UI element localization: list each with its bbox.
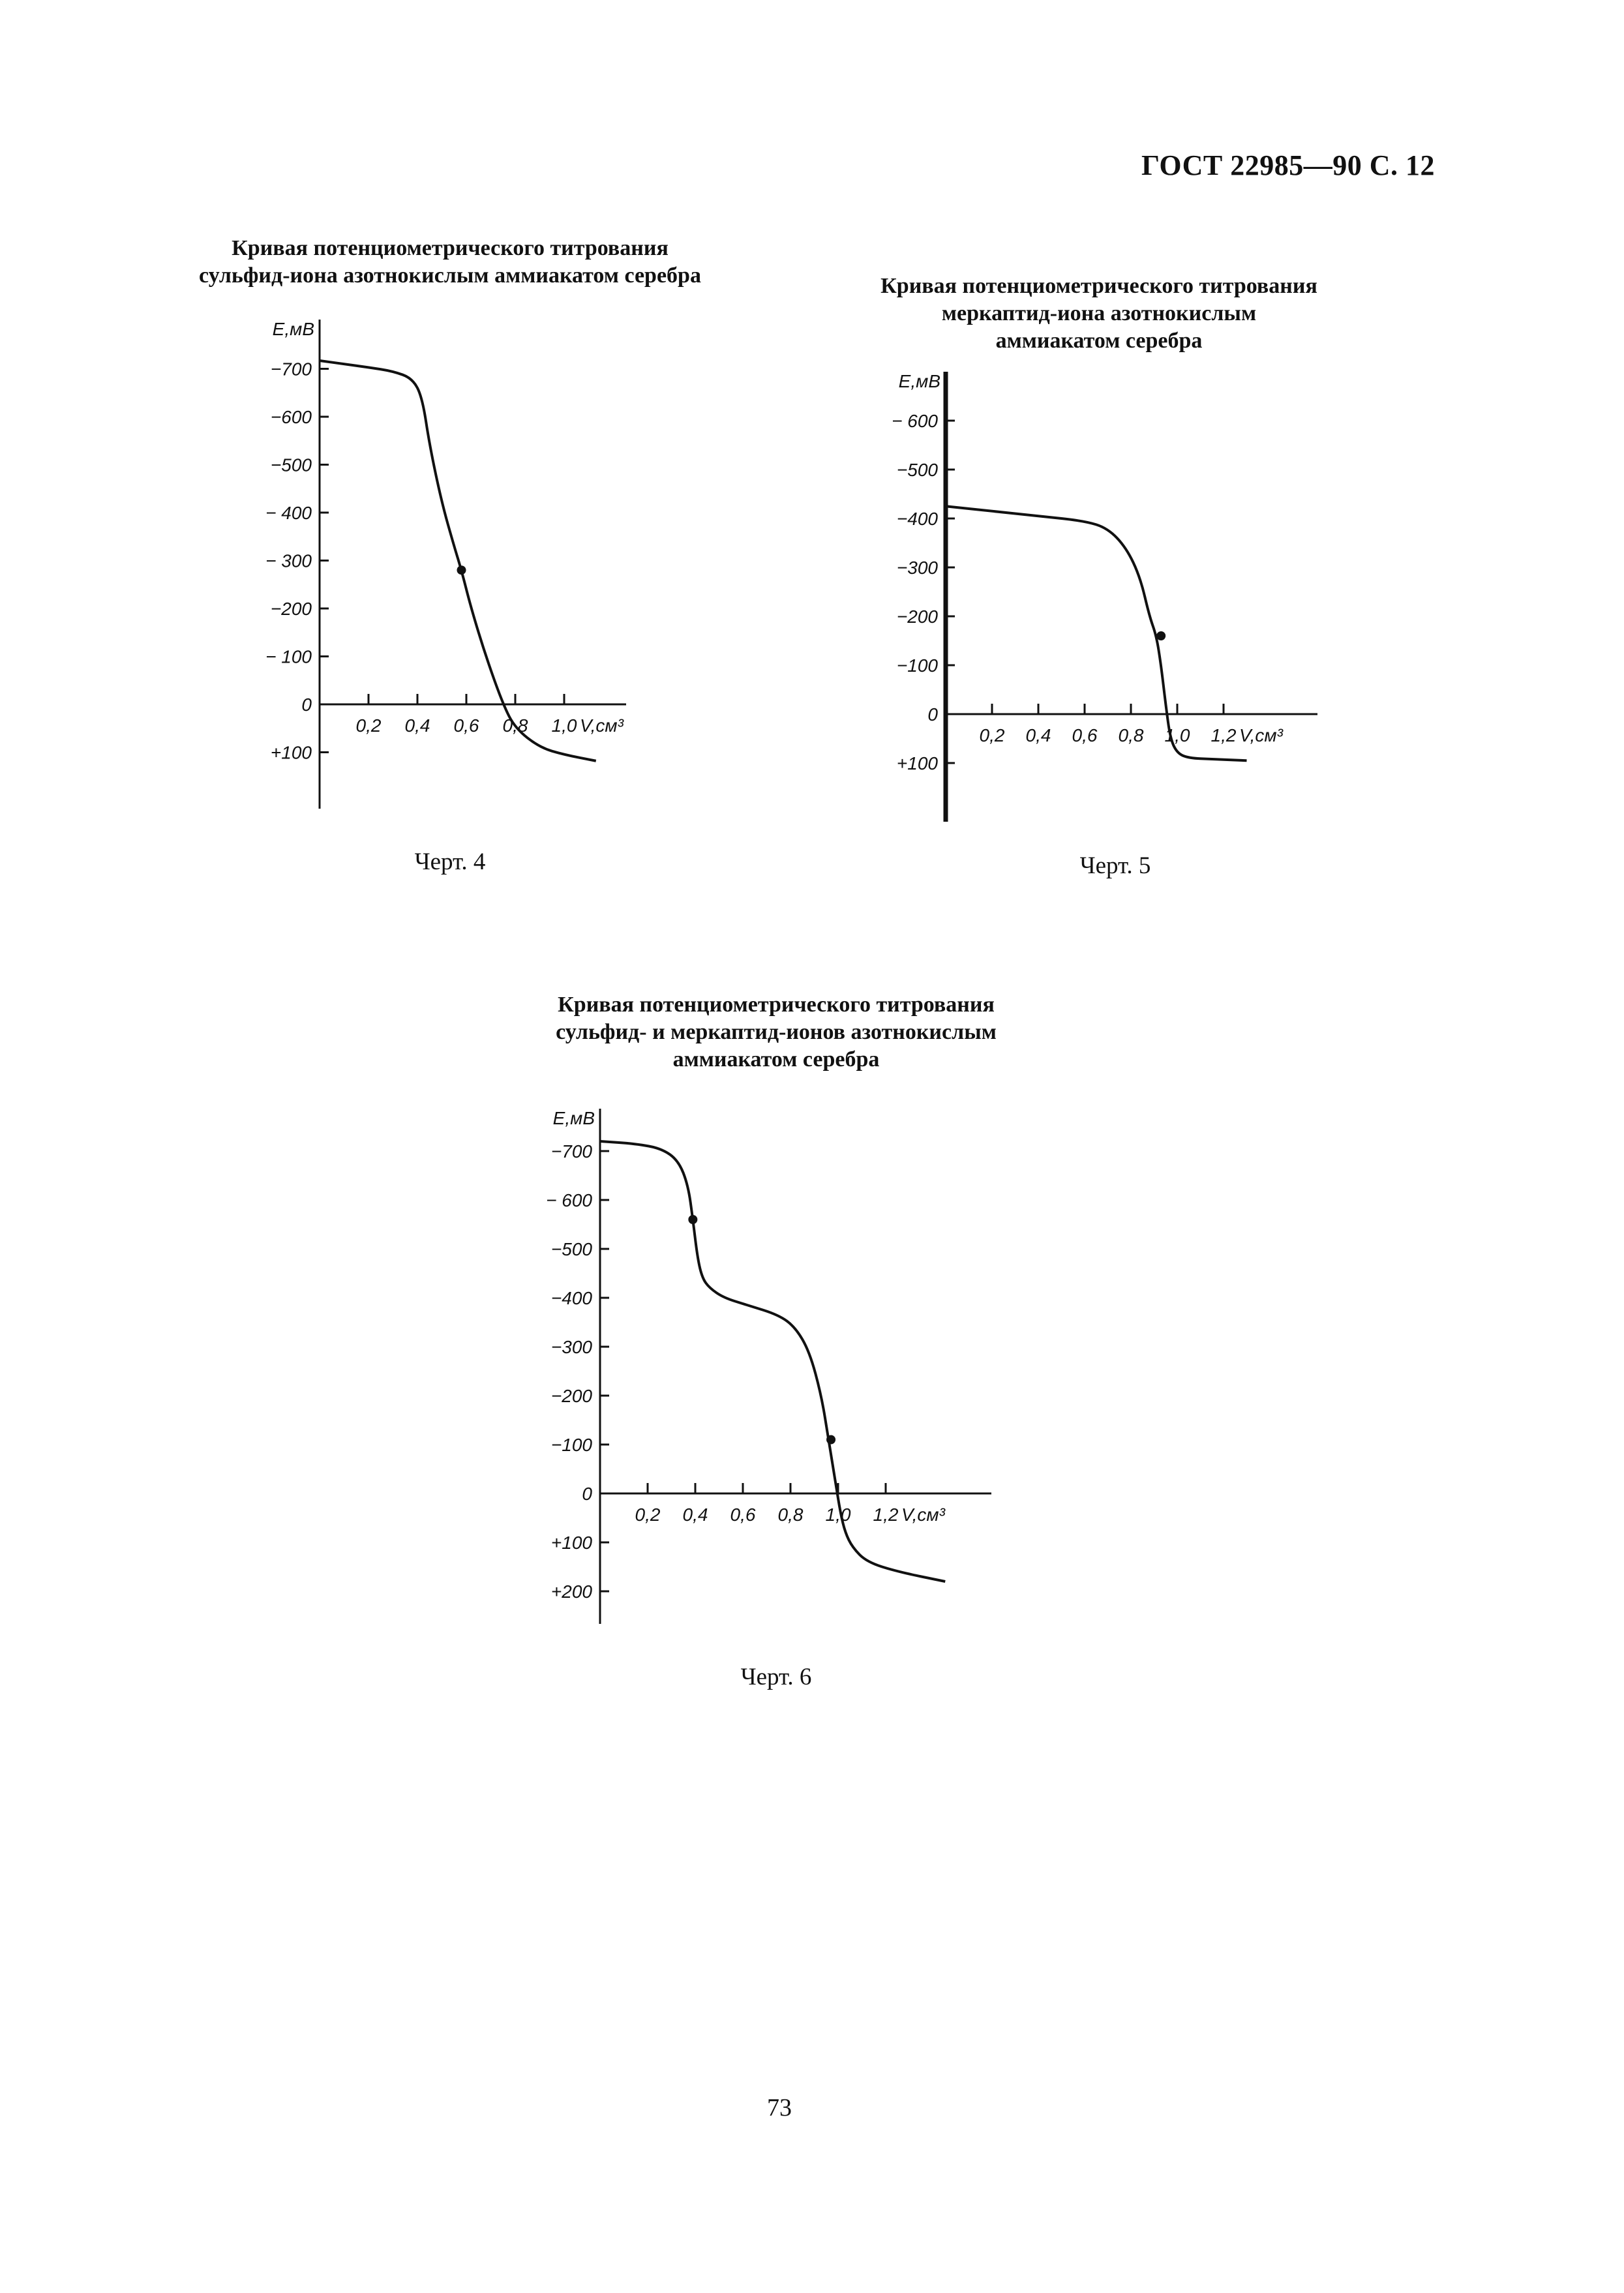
y-tick-label: +100: [550, 1533, 592, 1553]
chart6-title-line: Кривая потенциометрического титрования: [558, 993, 995, 1017]
y-tick-label: −200: [270, 599, 312, 619]
chart4-caption: Черт. 4: [414, 848, 486, 875]
chart5-title-line: аммиакатом серебра: [995, 329, 1203, 353]
y-axis-label: E,мВ: [272, 319, 314, 339]
y-tick-label: −700: [550, 1141, 592, 1161]
x-axis-label: V,см³: [580, 715, 624, 736]
x-tick-label: 0,2: [355, 715, 382, 736]
chart4-title: [124, 235, 776, 290]
x-tick-label: 0,4: [682, 1505, 708, 1525]
x-tick-label: 0,4: [404, 715, 430, 736]
y-tick-label: − 600: [892, 411, 938, 431]
x-tick-label: 0,8: [1118, 725, 1144, 745]
y-tick-label: −300: [896, 558, 938, 578]
titration-curve: [946, 506, 1247, 760]
y-axis-label: E,мВ: [552, 1108, 595, 1128]
y-tick-label: −100: [896, 655, 938, 676]
x-tick-label: 0,4: [1025, 725, 1051, 745]
chart4-plot: [235, 313, 665, 822]
y-tick-label: 0: [582, 1484, 592, 1504]
y-tick-label: −300: [550, 1337, 592, 1357]
x-tick-label: 0,8: [502, 715, 528, 736]
equivalence-point-marker: [1156, 631, 1165, 640]
y-tick-label: −200: [896, 607, 938, 627]
x-tick-label: 0,6: [730, 1505, 756, 1525]
chart6-title-line: аммиакатом серебра: [672, 1047, 880, 1072]
chart6-title: [450, 991, 1102, 1073]
equivalence-point-marker: [826, 1435, 835, 1445]
chart4-title-line: Кривая потенциометрического титрования: [232, 236, 669, 260]
page-number: 73: [767, 2094, 792, 2121]
y-tick-label: − 600: [546, 1190, 592, 1210]
x-axis-label: V,см³: [1239, 725, 1283, 745]
y-tick-label: −400: [896, 509, 938, 529]
y-tick-label: −100: [550, 1435, 592, 1455]
x-tick-label: 1,0: [825, 1505, 851, 1525]
y-tick-label: 0: [927, 704, 938, 725]
y-tick-label: − 100: [265, 646, 312, 667]
y-tick-label: − 400: [265, 503, 312, 523]
y-tick-label: −200: [550, 1386, 592, 1406]
x-tick-label: 1,0: [1164, 725, 1190, 745]
y-tick-label: −400: [550, 1288, 592, 1308]
equivalence-point-marker: [457, 565, 466, 575]
chart5-title: [789, 273, 1409, 355]
y-axis-label: E,мВ: [898, 371, 940, 391]
x-tick-label: 1,2: [1210, 725, 1237, 745]
x-tick-label: 0,8: [777, 1505, 804, 1525]
y-tick-label: −500: [896, 460, 938, 480]
x-tick-label: 0,6: [1072, 725, 1098, 745]
x-tick-label: 0,2: [979, 725, 1005, 745]
chart6-caption: Черт. 6: [740, 1664, 812, 1690]
chart4-title-line: сульфид-иона азотнокислым аммиакатом серебра: [199, 263, 701, 288]
equivalence-point-marker: [688, 1215, 697, 1224]
y-tick-label: +100: [270, 742, 312, 763]
x-tick-label: 1,0: [551, 715, 577, 736]
chart5-title-line: меркаптид-иона азотнокислым: [941, 301, 1257, 325]
y-tick-label: +100: [896, 753, 938, 773]
chart6-title-line: сульфид- и меркаптид-ионов азотнокислым: [556, 1020, 997, 1044]
chart5-caption: Черт. 5: [1079, 852, 1151, 879]
x-tick-label: 1,2: [873, 1505, 899, 1525]
chart5-plot: [867, 365, 1337, 835]
y-tick-label: −500: [270, 455, 312, 475]
y-tick-label: − 300: [265, 550, 312, 571]
chart5-title-line: Кривая потенциометрического титрования: [880, 274, 1317, 298]
document-header: ГОСТ 22985—90 С. 12: [1141, 149, 1435, 181]
x-tick-label: 0,6: [453, 715, 479, 736]
y-tick-label: +200: [550, 1581, 592, 1602]
y-tick-label: −600: [270, 407, 312, 427]
x-tick-label: 0,2: [635, 1505, 661, 1525]
chart6-plot: [509, 1102, 1044, 1650]
y-tick-label: −700: [270, 359, 312, 380]
x-axis-label: V,см³: [901, 1505, 945, 1525]
titration-curve: [320, 361, 596, 761]
y-tick-label: 0: [301, 695, 312, 715]
y-tick-label: −500: [550, 1239, 592, 1259]
